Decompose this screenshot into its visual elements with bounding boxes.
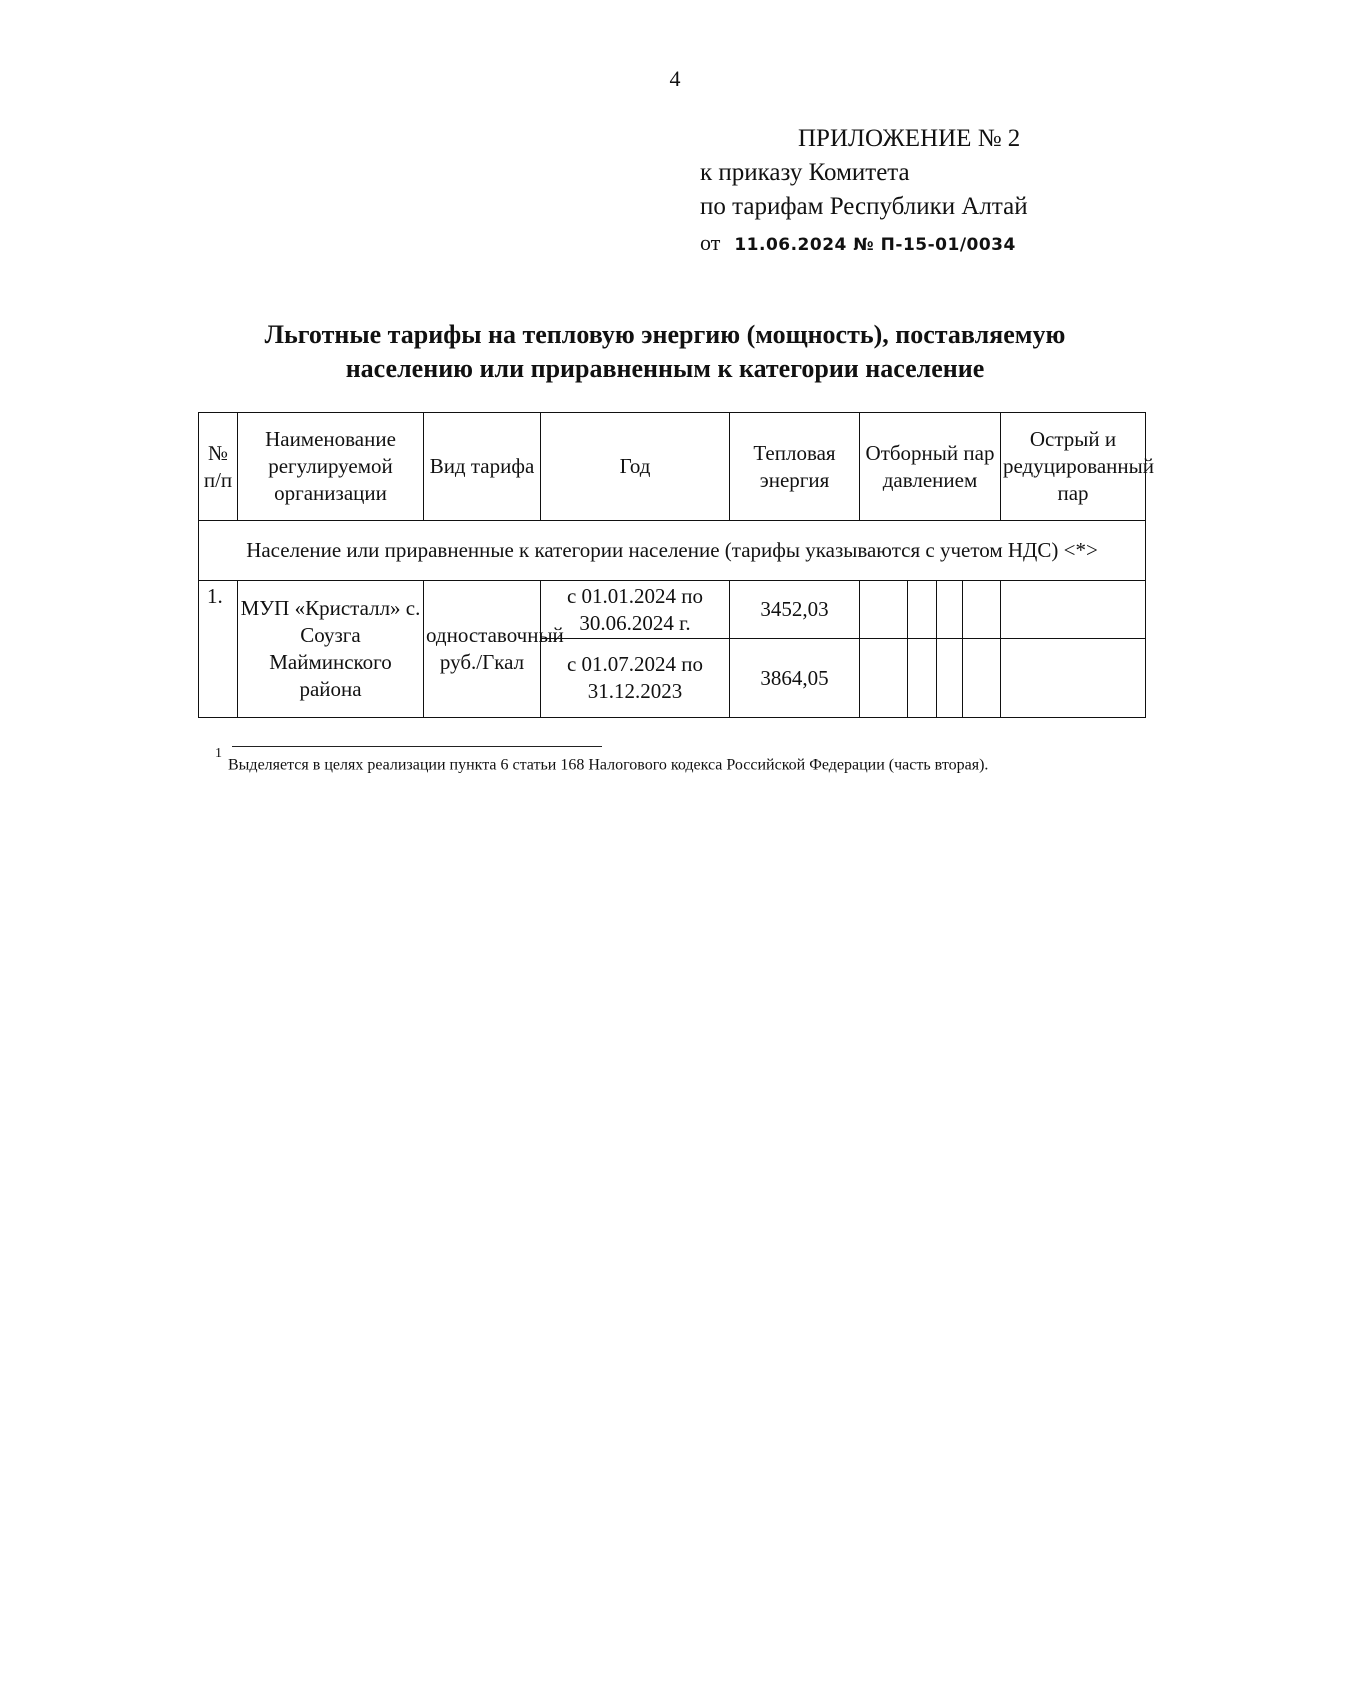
row-number: 1. (199, 581, 238, 718)
header-num: № п/п (199, 413, 238, 521)
header-sharp-steam: Острый и редуцированный пар (1001, 413, 1146, 521)
empty-cell (963, 639, 1001, 718)
table-row (199, 581, 1146, 639)
appendix-date-number: 11.06.2024 № П-15-01/0034 (734, 235, 1016, 255)
row-heat-value: 3864,05 (730, 639, 860, 718)
group-label: Население или приравненные к категории население (тарифы указываются с учетом НДС) <*> (199, 521, 1146, 581)
row-organization: МУП «Кристалл» с. Соузга Майминского района (238, 581, 424, 718)
tariff-table (198, 412, 1155, 718)
footnote (215, 746, 1115, 774)
appendix-date-prefix: от (700, 230, 721, 255)
document-title (200, 318, 1130, 386)
appendix-order-line: к приказу Комитета (700, 159, 910, 186)
footnote-marker: 1 (215, 746, 222, 761)
table-header-row (199, 413, 1146, 521)
appendix-header (700, 122, 1028, 262)
empty-cell (963, 581, 1001, 639)
footnote-text: Выделяется в целях реализации пункта 6 статьи 168 Налогового кодекса Российской Федерации (часть вторая). (228, 756, 989, 774)
row-period: с 01.07.2024 по 31.12.2023 (541, 639, 730, 718)
row-tariff-type: одноставочный руб./Гкал (424, 581, 541, 718)
table-group-row (199, 521, 1146, 581)
empty-cell (908, 639, 937, 718)
footnote-divider (232, 746, 602, 747)
row-heat-value: 3452,03 (730, 581, 860, 639)
header-heat-energy: Тепловая энергия (730, 413, 860, 521)
empty-cell (860, 581, 908, 639)
header-year: Год (541, 413, 730, 521)
empty-cell (860, 639, 908, 718)
empty-cell (937, 639, 963, 718)
page-number: 4 (669, 66, 681, 91)
empty-cell (908, 581, 937, 639)
document-title-line-2: населению или приравненным к категории население (345, 354, 985, 383)
appendix-title: ПРИЛОЖЕНИЕ № 2 (798, 125, 1021, 152)
document-title-line-1: Льготные тарифы на тепловую энергию (мощность), поставляемую (264, 320, 1066, 349)
header-tariff-type: Вид тарифа (424, 413, 541, 521)
appendix-date-line (700, 226, 1028, 262)
empty-cell (937, 581, 963, 639)
empty-cell (1001, 581, 1146, 639)
empty-cell (1001, 639, 1146, 718)
header-organization: Наименование регулируемой организации (238, 413, 424, 521)
appendix-committee-line: по тарифам Республики Алтай (700, 193, 1028, 220)
row-period: с 01.01.2024 по 30.06.2024 г. (541, 581, 730, 639)
header-extraction-steam: Отборный пар давлением (860, 413, 1001, 521)
